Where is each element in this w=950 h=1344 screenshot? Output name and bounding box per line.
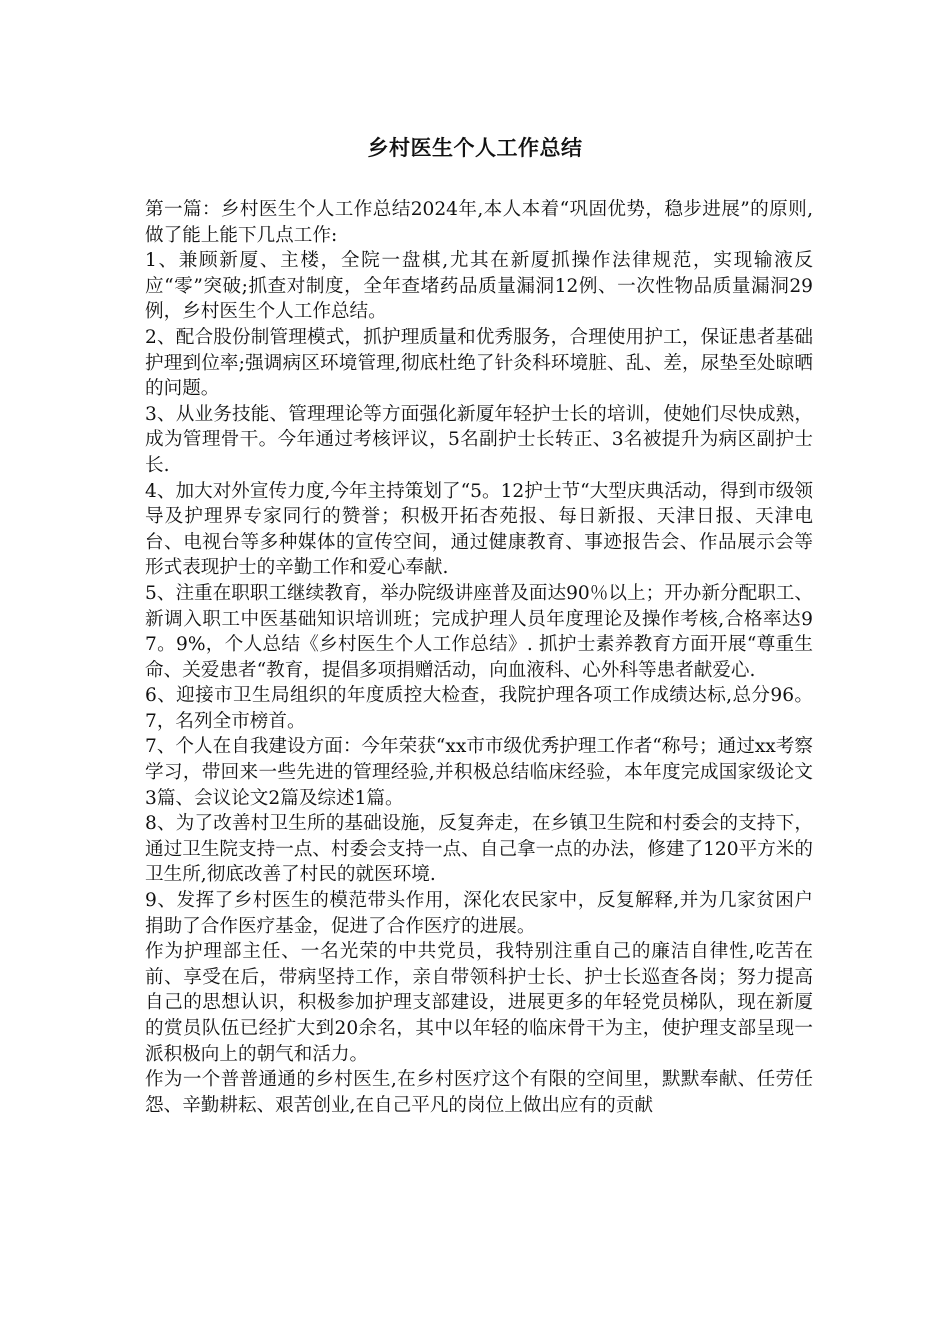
paragraph-item-2: 2、配合股份制管理模式，抓护理质量和优秀服务，合理使用护工，保证患者基础护理到位率;强调病区环境管理,彻底杜绝了针灸科环境脏、乱、差，尿垫至处晾晒的问题。 [145,326,813,400]
paragraph-item-6: 6、迎接市卫生局组织的年度质控大检查，我院护理各项工作成绩达标,总分96。7，名列全市榜首。 [145,685,813,732]
document-body [145,197,813,1118]
paragraph-item-4: 4、加大对外宣传力度,今年主持策划了“5。12护士节“大型庆典活动，得到市级领导及护理界专家同行的赞誉；积极开拓杏苑报、每日新报、天津日报、天津电台、电视台等多种媒体的宣传空间，通过健康教育、事迹报告会、作品展示会等形式表现护士的辛勤工作和爱心奉献. [145,480,813,579]
paragraph-item-3: 3、从业务技能、管理理论等方面强化新厦年轻护士长的培训，使她们尽快成熟，成为管理骨干。今年通过考核评议，5名副护士长转正、3名被提升为病区副护士长. [145,403,813,476]
paragraph-party-member: 作为护理部主任、一名光荣的中共党员，我特别注重自己的廉洁自律性,吃苦在前、享受在后，带病坚持工作，亲自带领科护士长、护士长巡查各岗；努力提高自己的思想认识，积极参加护理支部建设，进展更多的年轻党员梯队，现在新厦的赏员队伍已经扩大到20余名，其中以年轻的临床骨干为主，使护理支部呈现一派积极向上的朝气和活力。 [145,941,813,1065]
paragraph-item-1: 1、兼顾新厦、主楼，全院一盘棋,尤其在新厦抓操作法律规范，实现输液反应“零”突破;抓查对制度，全年查堵药品质量漏洞12例、一次性物品质量漏洞29例，乡村医生个人工作总结。 [145,250,813,323]
paragraph-item-7: 7、个人在自我建设方面：今年荣获“xx市市级优秀护理工作者“称号；通过xx考察学习，带回来一些先进的管理经验,并积极总结临床经验，本年度完成国家级论文3篇、会议论文2篇及综述1篇。 [145,736,813,809]
paragraph-item-8: 8、为了改善村卫生所的基础设施，反复奔走，在乡镇卫生院和村委会的支持下，通过卫生院支持一点、村委会支持一点、自己拿一点的办法，修建了120平方米的卫生所,彻底改善了村民的就医环境. [145,813,813,886]
paragraph-intro: 第一篇：乡村医生个人工作总结2024年,本人本着“巩固优势，稳步进展”的原则,做了能上能下几点工作: [145,199,813,246]
paragraph-closing: 作为一个普普通通的乡村医生,在乡村医疗这个有限的空间里，默默奉献、任劳任怨、辛勤耕耘、艰苦创业,在自己平凡的岗位上做出应有的贡献 [145,1069,813,1116]
paragraph-item-9: 9、发挥了乡村医生的模范带头作用，深化农民家中，反复解释,并为几家贫困户捐助了合作医疗基金，促进了合作医疗的进展。 [145,890,813,937]
paragraph-item-5: 5、注重在职职工继续教育，举办院级讲座普及面达90％以上；开办新分配职工、新调入职工中医基础知识培训班；完成护理人员年度理论及操作考核,合格率达97。9%，个人总结《乡村医生个人工作总结》. 抓护士素养教育方面开展“尊重生命、关爱患者“教育，提倡多项捐赠活动，向血液科、心外科等患者献爱心. [145,582,813,681]
document-title: 乡村医生个人工作总结 [367,136,583,160]
